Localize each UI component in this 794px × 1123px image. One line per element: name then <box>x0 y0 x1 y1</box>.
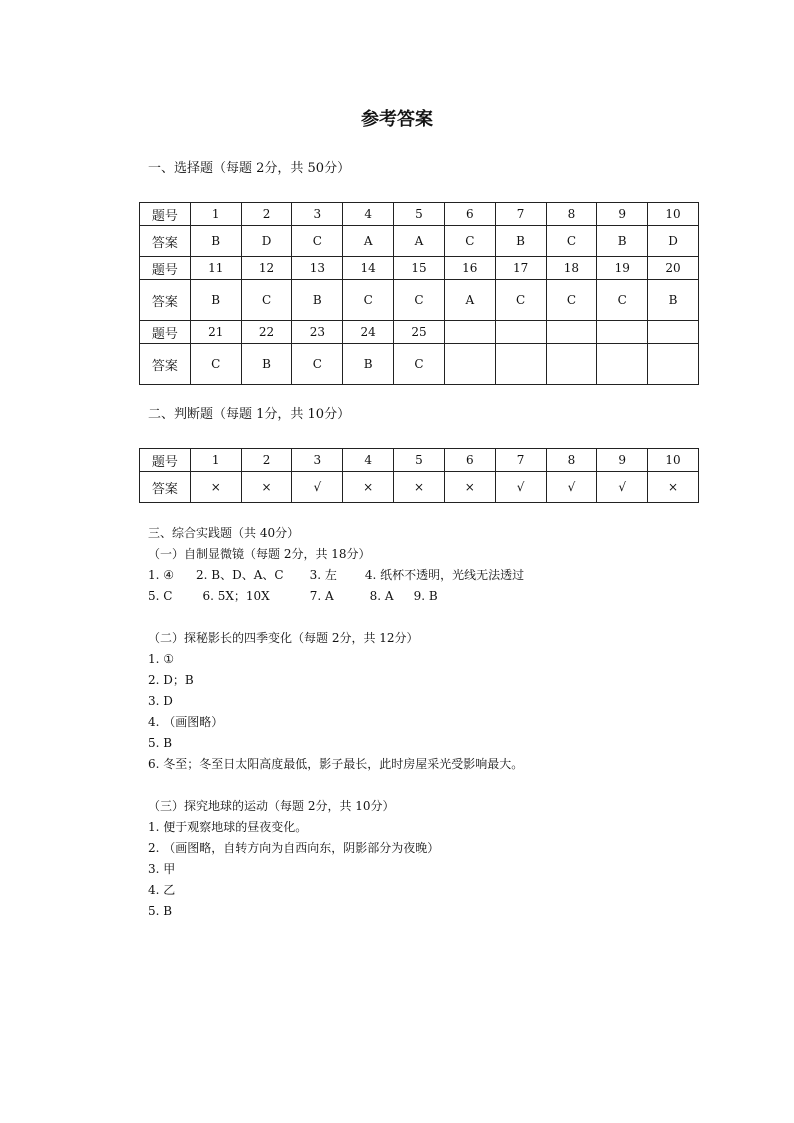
list-item: 3. 甲 <box>148 862 176 876</box>
q-num: 6 <box>444 449 495 472</box>
q-num: 23 <box>292 321 343 344</box>
answer-cell: C <box>394 344 445 385</box>
answer-cell: B <box>343 344 394 385</box>
q-num: 17 <box>495 257 546 280</box>
q-num <box>495 321 546 344</box>
answer-item: 3. 左 <box>309 568 337 582</box>
q-num: 16 <box>444 257 495 280</box>
answer-cell: A <box>343 226 394 257</box>
part1-heading: （一）自制显微镜（每题 2分，共 18分） <box>148 547 371 561</box>
section3-heading: 三、综合实践题（共 40分） <box>148 526 300 540</box>
q-num: 7 <box>495 203 546 226</box>
answer-cell <box>495 344 546 385</box>
answer-item: 9. B <box>413 589 438 603</box>
label-q: 题号 <box>140 257 191 280</box>
q-num: 15 <box>394 257 445 280</box>
answer-item: 2. B、D、A、C <box>196 568 284 582</box>
answer-cell: √ <box>546 472 597 503</box>
answer-item: 5. C <box>148 589 173 603</box>
answer-cell: × <box>648 472 699 503</box>
label-a: 答案 <box>140 344 191 385</box>
label-a: 答案 <box>140 280 191 321</box>
q-num: 5 <box>394 203 445 226</box>
answer-cell: C <box>546 280 597 321</box>
label-q: 题号 <box>140 203 191 226</box>
q-num: 12 <box>241 257 292 280</box>
judgement-answer-table <box>139 448 699 503</box>
answer-cell <box>444 344 495 385</box>
q-num: 21 <box>190 321 241 344</box>
q-num: 14 <box>343 257 394 280</box>
q-num: 6 <box>444 203 495 226</box>
answer-cell: √ <box>292 472 343 503</box>
q-num: 13 <box>292 257 343 280</box>
part3-heading: （三）探究地球的运动（每题 2分，共 10分） <box>148 799 395 813</box>
answer-cell: B <box>597 226 648 257</box>
label-q: 题号 <box>140 321 191 344</box>
section2-heading: 二、判断题（每题 1分，共 10分） <box>148 407 351 422</box>
answer-cell: × <box>190 472 241 503</box>
q-num: 1 <box>190 203 241 226</box>
table-row <box>140 449 699 472</box>
answer-cell: √ <box>597 472 648 503</box>
q-num: 8 <box>546 203 597 226</box>
q-num: 8 <box>546 449 597 472</box>
answer-cell: C <box>292 344 343 385</box>
list-item: 5. B <box>148 736 173 750</box>
part1-line2 <box>148 586 524 607</box>
part1-line1 <box>148 565 524 586</box>
table-row <box>140 203 699 226</box>
answer-cell: C <box>343 280 394 321</box>
q-num: 20 <box>648 257 699 280</box>
answer-cell: B <box>292 280 343 321</box>
q-num: 3 <box>292 203 343 226</box>
q-num: 25 <box>394 321 445 344</box>
answer-cell: B <box>495 226 546 257</box>
list-item: 1. 便于观察地球的昼夜变化。 <box>148 820 308 834</box>
q-num: 24 <box>343 321 394 344</box>
table-row <box>140 226 699 257</box>
q-num: 18 <box>546 257 597 280</box>
q-num: 1 <box>190 449 241 472</box>
label-q: 题号 <box>140 449 191 472</box>
page-title: 参考答案 <box>361 109 433 130</box>
answer-cell: A <box>444 280 495 321</box>
answer-cell: D <box>241 226 292 257</box>
answer-item: 4. 纸杯不透明，光线无法透过 <box>364 568 525 582</box>
q-num <box>648 321 699 344</box>
answer-cell: C <box>241 280 292 321</box>
q-num <box>444 321 495 344</box>
answer-cell: C <box>394 280 445 321</box>
q-num: 11 <box>190 257 241 280</box>
q-num: 5 <box>394 449 445 472</box>
answer-cell: B <box>190 226 241 257</box>
q-num: 4 <box>343 449 394 472</box>
q-num: 2 <box>241 203 292 226</box>
q-num: 10 <box>648 203 699 226</box>
q-num: 19 <box>597 257 648 280</box>
answer-cell: C <box>597 280 648 321</box>
table-row <box>140 280 699 321</box>
q-num <box>546 321 597 344</box>
list-item: 6. 冬至；冬至日太阳高度最低，影子最长，此时房屋采光受影响最大。 <box>148 757 524 771</box>
answer-cell: A <box>394 226 445 257</box>
q-num: 3 <box>292 449 343 472</box>
section3 <box>148 523 524 922</box>
q-num: 10 <box>648 449 699 472</box>
table-row <box>140 321 699 344</box>
answer-cell: × <box>241 472 292 503</box>
answer-item: 1. ④ <box>148 568 175 582</box>
label-a: 答案 <box>140 472 191 503</box>
q-num <box>597 321 648 344</box>
list-item: 3. D <box>148 694 173 708</box>
section1-heading: 一、选择题（每题 2分，共 50分） <box>148 161 351 176</box>
part2-heading: （二）探秘影长的四季变化（每题 2分，共 12分） <box>148 631 419 645</box>
answer-cell: C <box>495 280 546 321</box>
q-num: 2 <box>241 449 292 472</box>
q-num: 9 <box>597 449 648 472</box>
q-num: 4 <box>343 203 394 226</box>
answer-cell: × <box>444 472 495 503</box>
answer-cell: C <box>546 226 597 257</box>
table-row <box>140 257 699 280</box>
answer-cell <box>546 344 597 385</box>
answer-item: 6. 5X；10X <box>202 589 270 603</box>
answer-cell: √ <box>495 472 546 503</box>
answer-cell: D <box>648 226 699 257</box>
q-num: 22 <box>241 321 292 344</box>
table-row <box>140 472 699 503</box>
answer-item: 7. A <box>309 589 334 603</box>
answer-item: 8. A <box>369 589 394 603</box>
answer-cell: B <box>648 280 699 321</box>
q-num: 9 <box>597 203 648 226</box>
list-item: 1. ① <box>148 652 175 666</box>
choice-answer-table <box>139 202 699 385</box>
answer-cell: × <box>394 472 445 503</box>
list-item: 4. 乙 <box>148 883 176 897</box>
answer-cell: B <box>241 344 292 385</box>
answer-cell <box>648 344 699 385</box>
answer-cell: C <box>190 344 241 385</box>
list-item: 2. D；B <box>148 673 194 687</box>
list-item: 4. （画图略） <box>148 715 224 729</box>
table-row <box>140 344 699 385</box>
answer-cell: C <box>444 226 495 257</box>
list-item: 5. B <box>148 904 173 918</box>
answer-cell: × <box>343 472 394 503</box>
label-a: 答案 <box>140 226 191 257</box>
answer-cell: C <box>292 226 343 257</box>
q-num: 7 <box>495 449 546 472</box>
answer-cell <box>597 344 648 385</box>
answer-cell: B <box>190 280 241 321</box>
list-item: 2. （画图略，自转方向为自西向东，阴影部分为夜晚） <box>148 841 440 855</box>
